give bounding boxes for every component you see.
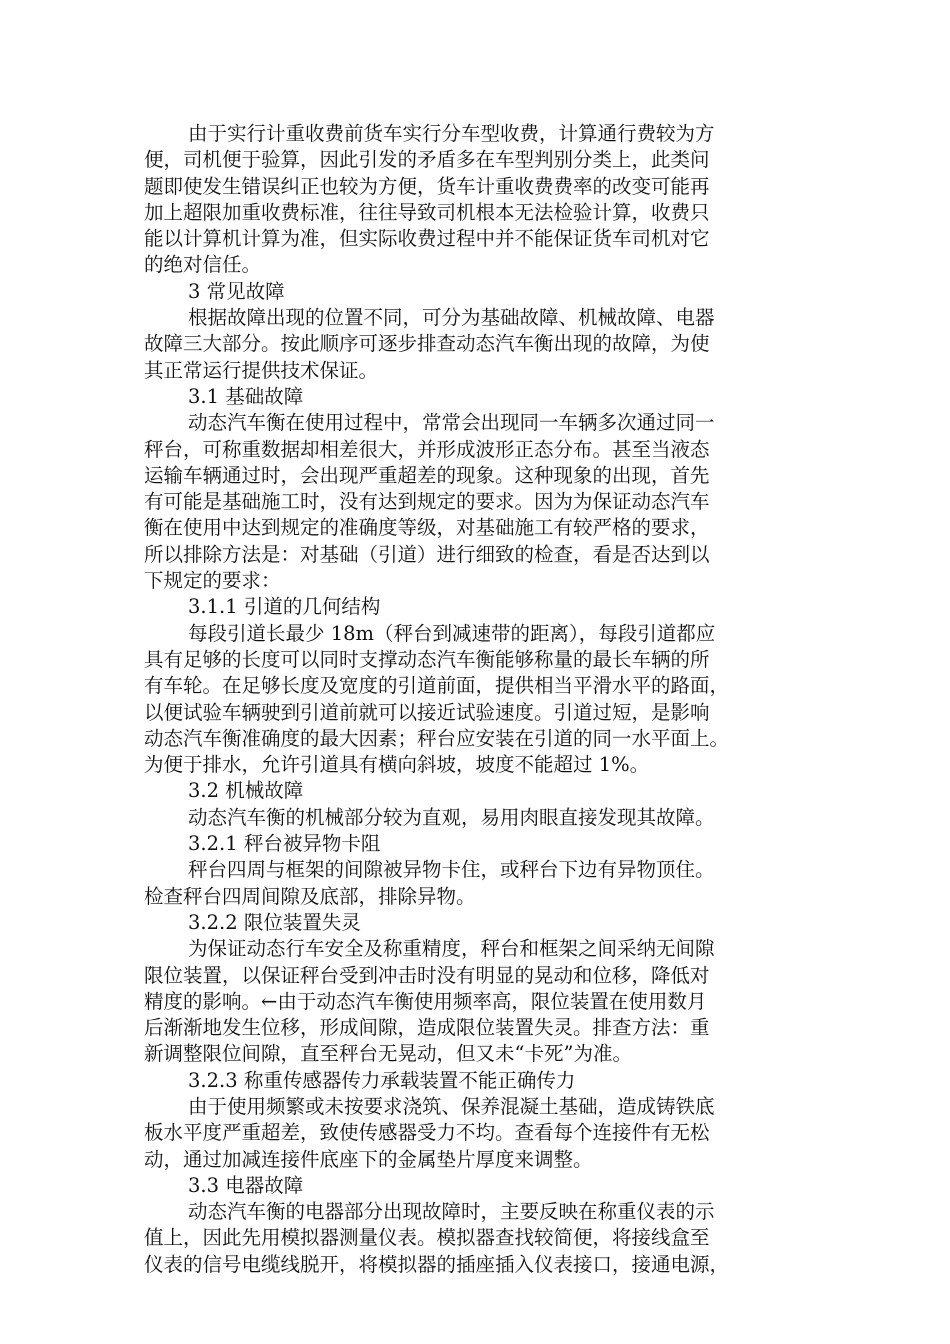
text-line: 为保证动态行车安全及称重精度，秤台和框架之间采纳无间隙 — [188, 937, 715, 961]
text-line: 3.2.3 称重传感器传力承载装置不能正确传力 — [188, 1068, 576, 1092]
text-line: 动态汽车衡在使用过程中，常常会出现同一车辆多次通过同一 — [188, 411, 715, 435]
text-line: 以便试验车辆驶到引道前就可以接近试验速度。引道过短，是影响 — [144, 700, 710, 724]
text-line: 精度的影响。←由于动态汽车衡使用频率高，限位装置在使用数月 — [144, 989, 707, 1013]
text-line: 检查秤台四周间隙及底部，排除异物。 — [144, 884, 476, 908]
text-line: 为便于排水，允许引道具有横向斜坡，坡度不能超过 1%。 — [144, 753, 650, 777]
text-line: 其正常运行提供技术保证。 — [144, 358, 379, 382]
text-line: 所以排除方法是：对基础（引道）进行细致的检查，看是否达到以 — [144, 542, 710, 566]
text-line: 值上，因此先用模拟器测量仪表。模拟器查找较简便，将接线盒至 — [144, 1226, 710, 1250]
text-line: 动态汽车衡的电器部分出现故障时，主要反映在称重仪表的示 — [188, 1200, 715, 1224]
text-line: 秤台四周与框架的间隙被异物卡住，或秤台下边有异物顶住。 — [188, 858, 715, 882]
text-line: 根据故障出现的位置不同，可分为基础故障、机械故障、电器 — [188, 306, 715, 330]
text-line: 动态汽车衡的机械部分较为直观，易用肉眼直接发现其故障。 — [188, 805, 715, 829]
text-line: 动，通过加减连接件底座下的金属垫片厚度来调整。 — [144, 1147, 593, 1171]
text-line: 下规定的要求： — [144, 569, 281, 593]
text-line: 3.1 基础故障 — [188, 384, 304, 408]
text-line: 衡在使用中达到规定的准确度等级，对基础施工有较严格的要求， — [144, 516, 710, 540]
text-line: 新调整限位间隙，直至秤台无晃动，但又未“卡死”为准。 — [144, 1042, 632, 1066]
text-line: 限位装置，以保证秤台受到冲击时没有明显的晃动和位移，降低对 — [144, 963, 710, 987]
text-line: 板水平度严重超差，致使传感器受力不均。查看每个连接件有无松 — [144, 1121, 710, 1145]
text-line: 3.2.1 秤台被异物卡阻 — [188, 832, 381, 856]
text-line: 后渐渐地发生位移，形成间隙，造成限位装置失灵。排查方法：重 — [144, 1016, 710, 1040]
text-line: 3.3 电器故障 — [188, 1173, 304, 1197]
text-line: 有车轮。在足够长度及宽度的引道前面，提供相当平滑水平的路面， — [144, 674, 730, 698]
text-line: 3 常见故障 — [188, 279, 285, 303]
text-line: 的绝对信任。 — [144, 253, 262, 277]
text-line: 由于实行计重收费前货车实行分车型收费，计算通行费较为方 — [188, 122, 715, 145]
text-line: 动态汽车衡准确度的最大因素；秤台应安装在引道的同一水平面上。 — [144, 726, 730, 750]
text-line: 每段引道长最少 18m（秤台到减速带的距离），每段引道都应 — [188, 621, 716, 645]
text-line: 3.2.2 限位装置失灵 — [188, 910, 361, 934]
text-line: 题即使发生错误纠正也较为方便，货车计重收费费率的改变可能再 — [144, 174, 710, 198]
text-line: 运输车辆通过时，会出现严重超差的现象。这种现象的出现，首先 — [144, 463, 710, 487]
document-body — [144, 121, 814, 1278]
text-line: 3.1.1 引道的几何结构 — [188, 595, 381, 619]
text-line: 故障三大部分。按此顺序可逐步排查动态汽车衡出现的故障，为使 — [144, 332, 710, 356]
text-line: 由于使用频繁或未按要求浇筑、保养混凝土基础，造成铸铁底 — [188, 1094, 715, 1118]
text-line: 具有足够的长度可以同时支撑动态汽车衡能够称量的最长车辆的所 — [144, 647, 710, 671]
text-line: 仪表的信号电缆线脱开，将模拟器的插座插入仪表接口，接通电源， — [144, 1252, 730, 1276]
text-line: 能以计算机计算为准，但实际收费过程中并不能保证货车司机对它 — [144, 227, 710, 251]
text-line: 秤台，可称重数据却相差很大，并形成波形正态分布。甚至当液态 — [144, 437, 710, 461]
text-line: 便，司机便于验算，因此引发的矛盾多在车型判别分类上，此类问 — [144, 148, 710, 172]
text-line: 加上超限加重收费标准，往往导致司机根本无法检验计算，收费只 — [144, 200, 710, 224]
text-line: 有可能是基础施工时，没有达到规定的要求。因为为保证动态汽车 — [144, 490, 710, 514]
text-line: 3.2 机械故障 — [188, 779, 304, 803]
